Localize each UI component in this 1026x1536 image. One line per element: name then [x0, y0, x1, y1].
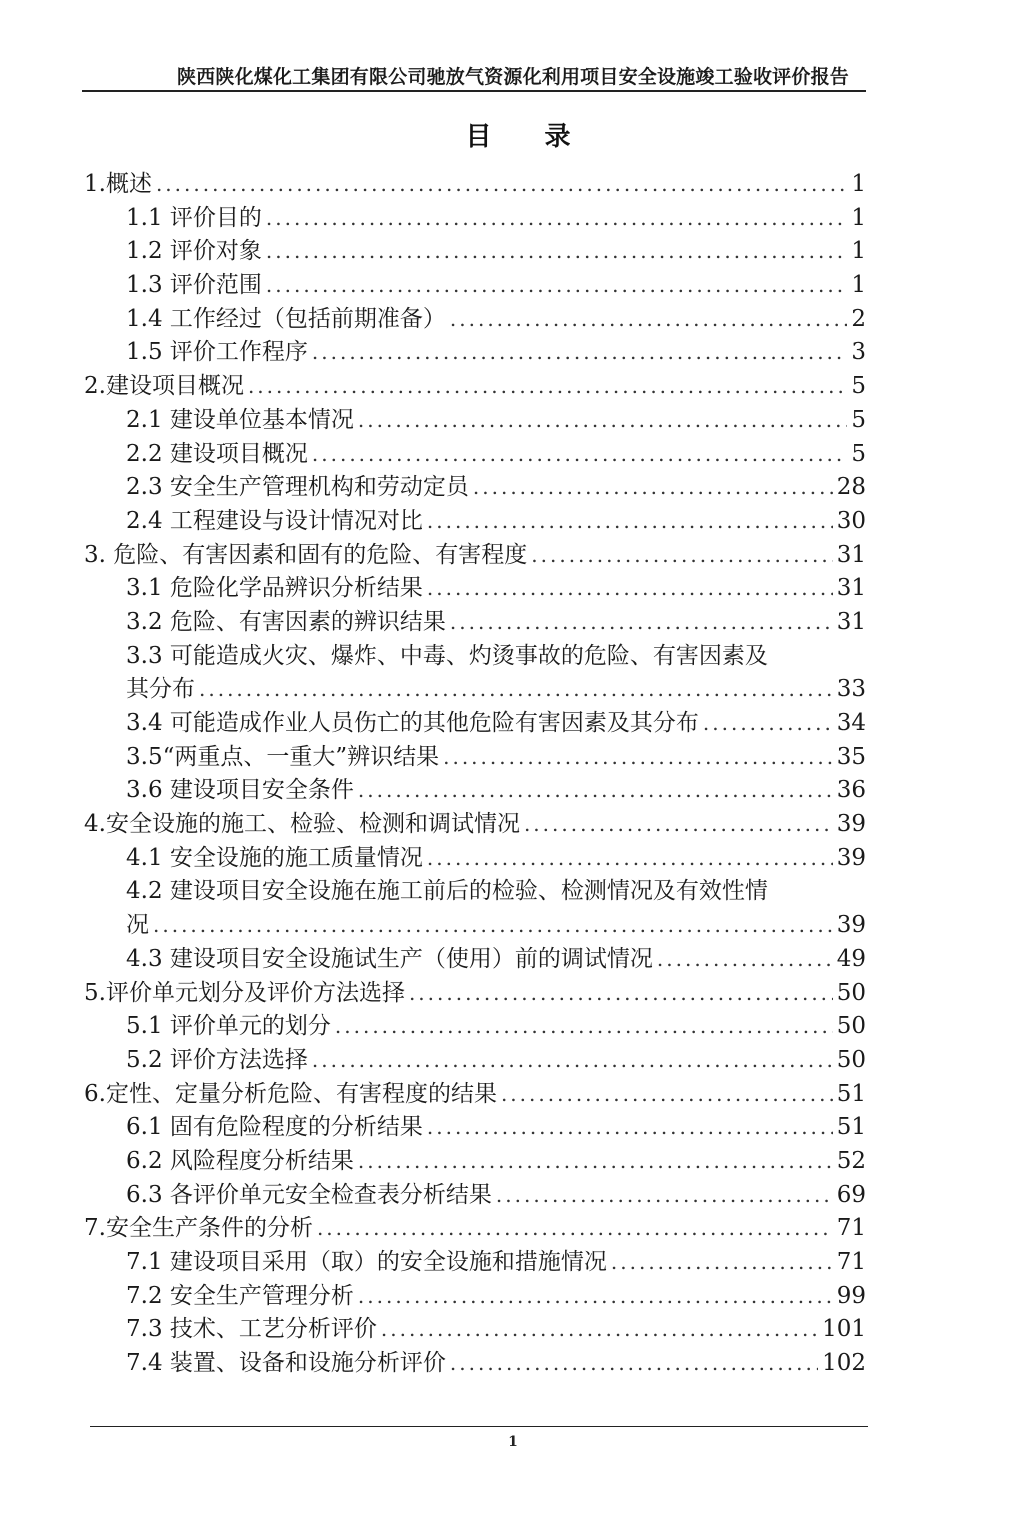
toc-entry[interactable]: [84, 1179, 866, 1213]
toc-entry[interactable]: [84, 303, 866, 337]
toc-entry[interactable]: [84, 707, 866, 741]
toc-entry[interactable]: [84, 808, 866, 842]
toc-leader-dots: [450, 303, 847, 337]
toc-entry[interactable]: [84, 539, 866, 573]
toc-leader-dots: [266, 202, 847, 236]
toc-entry[interactable]: [84, 438, 866, 472]
toc-entry[interactable]: [84, 1313, 866, 1347]
toc-leader-dots: [427, 1111, 833, 1145]
toc-entry-page: 35: [836, 743, 866, 770]
toc-entry-page: 99: [836, 1282, 866, 1309]
toc-leader-dots: [501, 1078, 833, 1112]
toc-entry-page: 39: [836, 912, 866, 939]
toc-entry[interactable]: [84, 471, 866, 505]
toc-entry-page: 5: [851, 406, 866, 433]
toc-entry-page: 102: [822, 1350, 866, 1377]
toc-entry-label: 6.定性、定量分析危险、有害程度的结果: [84, 1080, 497, 1107]
toc-entry-page: 2: [851, 305, 866, 332]
toc-entry[interactable]: [84, 572, 866, 606]
toc-entry-page: 50: [836, 1046, 866, 1073]
toc-entry[interactable]: [84, 1044, 866, 1078]
toc-entry[interactable]: [84, 505, 866, 539]
toc-leader-dots: [381, 1313, 818, 1347]
toc-entry[interactable]: [84, 741, 866, 775]
toc-entry-page: 71: [836, 1249, 866, 1275]
toc-entry[interactable]: [84, 168, 866, 202]
toc-entry-label: 7.4 装置、设备和设施分析评价: [126, 1350, 446, 1377]
toc-leader-dots: [266, 269, 847, 303]
toc-entry-page: 30: [836, 507, 866, 534]
toc-entry-page: 1: [851, 238, 866, 265]
table-of-contents: [84, 168, 866, 1381]
toc-entry-label: 3.6 建设项目安全条件: [126, 777, 354, 804]
toc-leader-dots: [657, 943, 833, 977]
header-divider: [82, 90, 866, 92]
toc-entry-label: 5.评价单元划分及评价方法选择: [84, 979, 405, 1006]
toc-entry-page: 1: [851, 272, 866, 299]
toc-entry-page: 31: [836, 608, 866, 635]
toc-entry-label: 4.3 建设项目安全设施试生产（使用）前的调试情况: [126, 945, 653, 972]
toc-entry-label: 1.2 评价对象: [126, 238, 262, 265]
toc-entry[interactable]: [84, 1111, 866, 1145]
toc-leader-dots: [156, 168, 847, 202]
toc-entry[interactable]: [84, 370, 866, 404]
page-number: 1: [508, 1434, 518, 1450]
toc-entry-page: 39: [836, 844, 866, 871]
toc-entry-label: 其分布: [126, 676, 195, 703]
toc-entry-page: 1: [851, 204, 866, 231]
toc-entry-label: 1.1 评价目的: [126, 204, 262, 231]
toc-entry[interactable]: [84, 640, 866, 674]
toc-entry[interactable]: [84, 606, 866, 640]
toc-entry-label: 4.1 安全设施的施工质量情况: [126, 844, 423, 871]
toc-entry[interactable]: [84, 336, 866, 370]
toc-title: 目 录: [465, 122, 593, 152]
toc-leader-dots: [199, 673, 833, 707]
toc-leader-dots: [427, 842, 833, 876]
toc-entry-page: 39: [836, 811, 866, 838]
toc-entry-label: 况: [126, 912, 149, 939]
toc-entry[interactable]: [84, 1280, 866, 1314]
toc-entry-page: 51: [836, 1114, 866, 1141]
toc-leader-dots: [358, 1145, 833, 1179]
toc-leader-dots: [531, 539, 832, 573]
toc-entry-page: 33: [836, 676, 866, 703]
toc-entry-label: 4.2 建设项目安全设施在施工前后的检验、检测情况及有效性情: [126, 878, 768, 905]
toc-entry[interactable]: [84, 774, 866, 808]
toc-leader-dots: [312, 336, 847, 370]
toc-leader-dots: [312, 438, 847, 472]
toc-leader-dots: [496, 1179, 833, 1213]
toc-leader-dots: [153, 909, 833, 943]
toc-entry-label: 6.3 各评价单元安全检查表分析结果: [126, 1181, 492, 1208]
toc-entry-page: 31: [836, 575, 866, 602]
toc-entry[interactable]: [84, 1145, 866, 1179]
toc-entry[interactable]: [84, 235, 866, 269]
toc-entry-page: 69: [836, 1181, 866, 1208]
toc-entry-continuation[interactable]: [84, 909, 866, 943]
toc-entry-page: 36: [836, 777, 866, 804]
toc-entry[interactable]: [84, 1212, 866, 1246]
toc-entry[interactable]: [84, 202, 866, 236]
toc-entry-label: 1.4 工作经过（包括前期准备）: [126, 305, 446, 332]
toc-entry-label: 1.5 评价工作程序: [126, 339, 308, 366]
toc-entry-label: 3. 危险、有害因素和固有的危险、有害程度: [84, 541, 528, 568]
toc-entry-label: 5.1 评价单元的划分: [126, 1013, 331, 1040]
toc-entry[interactable]: [84, 404, 866, 438]
toc-leader-dots: [703, 707, 833, 741]
toc-entry-page: 1: [851, 171, 866, 197]
toc-entry-page: 5: [851, 440, 866, 467]
toc-entry[interactable]: [84, 842, 866, 876]
toc-entry-label: 2.建设项目概况: [84, 373, 244, 400]
toc-entry[interactable]: [84, 875, 866, 909]
toc-entry-label: 3.1 危险化学品辨识分析结果: [126, 575, 423, 602]
toc-leader-dots: [443, 741, 833, 775]
toc-leader-dots: [427, 572, 833, 606]
toc-entry-label: 7.安全生产条件的分析: [84, 1215, 313, 1242]
document-header-title: 陕西陕化煤化工集团有限公司驰放气资源化利用项目安全设施竣工验收评价报告: [176, 66, 849, 88]
toc-entry[interactable]: [84, 1246, 866, 1280]
toc-entry-label: 1.概述: [84, 171, 152, 197]
toc-leader-dots: [611, 1246, 833, 1280]
toc-leader-dots: [524, 808, 833, 842]
toc-entry-label: 2.4 工程建设与设计情况对比: [126, 507, 423, 534]
toc-entry-label: 7.3 技术、工艺分析评价: [126, 1316, 377, 1343]
toc-entry[interactable]: [84, 943, 866, 977]
toc-entry[interactable]: [84, 269, 866, 303]
toc-entry[interactable]: [84, 1078, 866, 1112]
toc-entry-page: 5: [851, 373, 866, 400]
toc-entry-label: 7.2 安全生产管理分析: [126, 1282, 354, 1309]
toc-entry-label: 6.1 固有危险程度的分析结果: [126, 1114, 423, 1141]
toc-entry-label: 2.3 安全生产管理机构和劳动定员: [126, 474, 469, 501]
toc-leader-dots: [427, 505, 833, 539]
toc-entry-page: 71: [836, 1215, 866, 1242]
toc-entry[interactable]: [84, 1347, 866, 1381]
toc-entry-label: 6.2 风险程度分析结果: [126, 1147, 354, 1174]
toc-leader-dots: [248, 370, 847, 404]
toc-entry-label: 4.安全设施的施工、检验、检测和调试情况: [84, 811, 520, 838]
toc-entry-page: 31: [836, 541, 866, 568]
toc-entry-label: 1.3 评价范围: [126, 272, 262, 299]
toc-entry-page: 49: [836, 945, 866, 972]
toc-entry-label: 7.1 建设项目采用（取）的安全设施和措施情况: [126, 1249, 607, 1275]
toc-leader-dots: [266, 235, 847, 269]
toc-leader-dots: [358, 774, 833, 808]
toc-entry-page: 50: [836, 1013, 866, 1040]
toc-entry-continuation[interactable]: [84, 673, 866, 707]
toc-entry-page: 3: [851, 339, 866, 366]
toc-entry-label: 3.4 可能造成作业人员伤亡的其他危险有害因素及其分布: [126, 710, 699, 736]
toc-entry-page: 101: [822, 1316, 866, 1343]
toc-leader-dots: [473, 471, 833, 505]
toc-entry-label: 3.2 危险、有害因素的辨识结果: [126, 608, 446, 635]
toc-entry-page: 52: [836, 1147, 866, 1174]
toc-leader-dots: [450, 606, 833, 640]
toc-entry[interactable]: [84, 1010, 866, 1044]
toc-entry-label: 2.1 建设单位基本情况: [126, 406, 354, 433]
toc-leader-dots: [409, 977, 833, 1011]
toc-leader-dots: [317, 1212, 833, 1246]
toc-entry-page: 28: [836, 474, 866, 501]
footer-divider: [90, 1426, 868, 1427]
toc-entry-label: 3.3 可能造成火灾、爆炸、中毒、灼烫事故的危险、有害因素及: [126, 642, 768, 669]
toc-entry-page: 51: [836, 1080, 866, 1107]
toc-leader-dots: [335, 1010, 833, 1044]
toc-leader-dots: [358, 1280, 833, 1314]
toc-entry-label: 3.5“两重点、一重大”辨识结果: [126, 743, 440, 770]
toc-entry-page: 34: [836, 710, 866, 736]
toc-leader-dots: [450, 1347, 818, 1381]
toc-entry[interactable]: [84, 977, 866, 1011]
toc-entry-page: 50: [836, 979, 866, 1006]
toc-entry-label: 5.2 评价方法选择: [126, 1046, 308, 1073]
toc-entry-label: 2.2 建设项目概况: [126, 440, 308, 467]
toc-leader-dots: [312, 1044, 833, 1078]
toc-leader-dots: [358, 404, 847, 438]
